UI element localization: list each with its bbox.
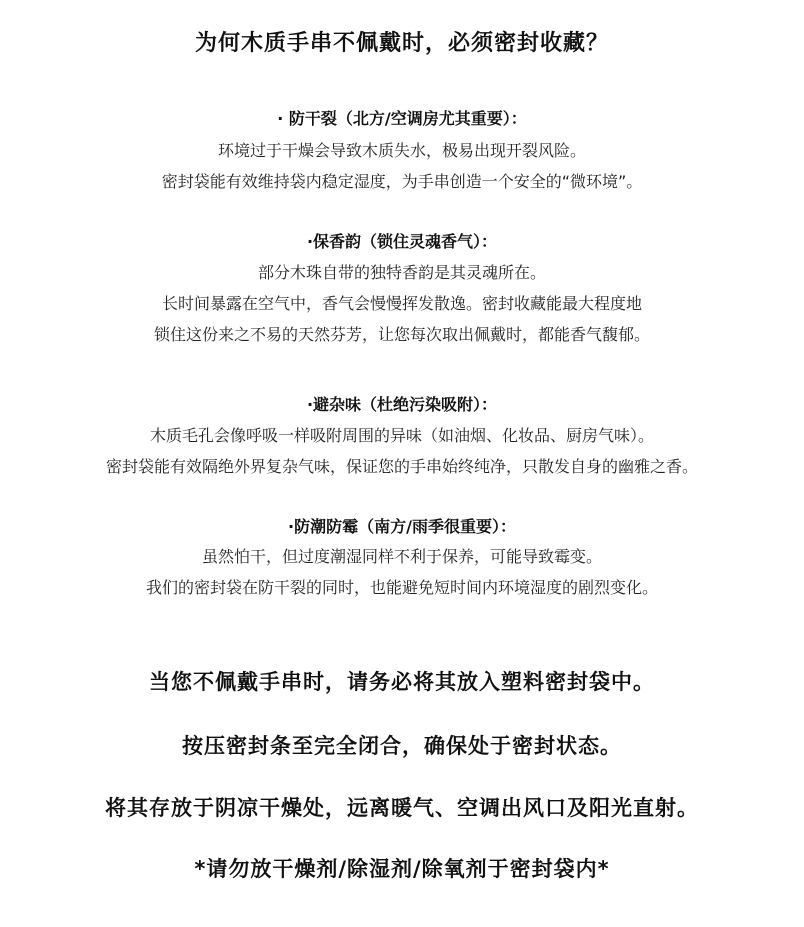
section-text-line: 我们的密封袋在防干裂的同时，也能避免短时间内环境湿度的剧烈变化。 xyxy=(145,578,658,597)
section-text-line: 长时间暴露在空气中，香气会慢慢挥发散逸。密封收藏能最大程度地 xyxy=(161,294,642,313)
warning-line: *请勿放干燥剂/除湿剂/除氧剂于密封袋内* xyxy=(194,857,610,881)
instruction-line: 按压密封条至完全闭合，确保处于密封状态。 xyxy=(182,734,622,758)
section-text-line: 部分木珠自带的独特香韵是其灵魂所在。 xyxy=(257,263,546,282)
section-text-line: 木质毛孔会像呼吸一样吸附周围的异味（如油烟、化妆品、厨房气味）。 xyxy=(149,426,654,445)
section-text-line: 密封袋能有效隔绝外界复杂气味，保证您的手串始终纯净，只散发自身的幽雅之香。 xyxy=(105,457,698,476)
section-text-line: 锁住这份来之不易的天然芬芳，让您每次取出佩戴时，都能香气馥郁。 xyxy=(153,325,650,344)
section-text-line: 环境过于干燥会导致木质失水，极易出现开裂风险。 xyxy=(217,141,586,160)
section-heading-moisture-mold: ·防潮防霉（南方/雨季很重要）： xyxy=(288,517,516,536)
section-text-line: 密封袋能有效维持袋内稳定湿度，为手串创造一个安全的“微环境”。 xyxy=(161,172,643,191)
section-heading-avoid-odors: ·避杂味（杜绝污染吸附）： xyxy=(306,395,498,414)
instruction-line: 将其存放于阴凉干燥处，远离暖气、空调出风口及阳光直射。 xyxy=(105,796,699,820)
page-title: 为何木质手串不佩戴时，必须密封收藏？ xyxy=(194,31,609,56)
section-text-line: 虽然怕干，但过度潮湿同样不利于保养，可能导致霉变。 xyxy=(201,547,602,566)
section-heading-anti-cracking: · 防干裂（北方/空调房尤其重要）： xyxy=(277,109,527,128)
instruction-line: 当您不佩戴手串时，请务必将其放入塑料密封袋中。 xyxy=(149,670,655,694)
section-heading-keep-fragrance: ·保香韵（锁住灵魂香气）： xyxy=(306,232,498,251)
